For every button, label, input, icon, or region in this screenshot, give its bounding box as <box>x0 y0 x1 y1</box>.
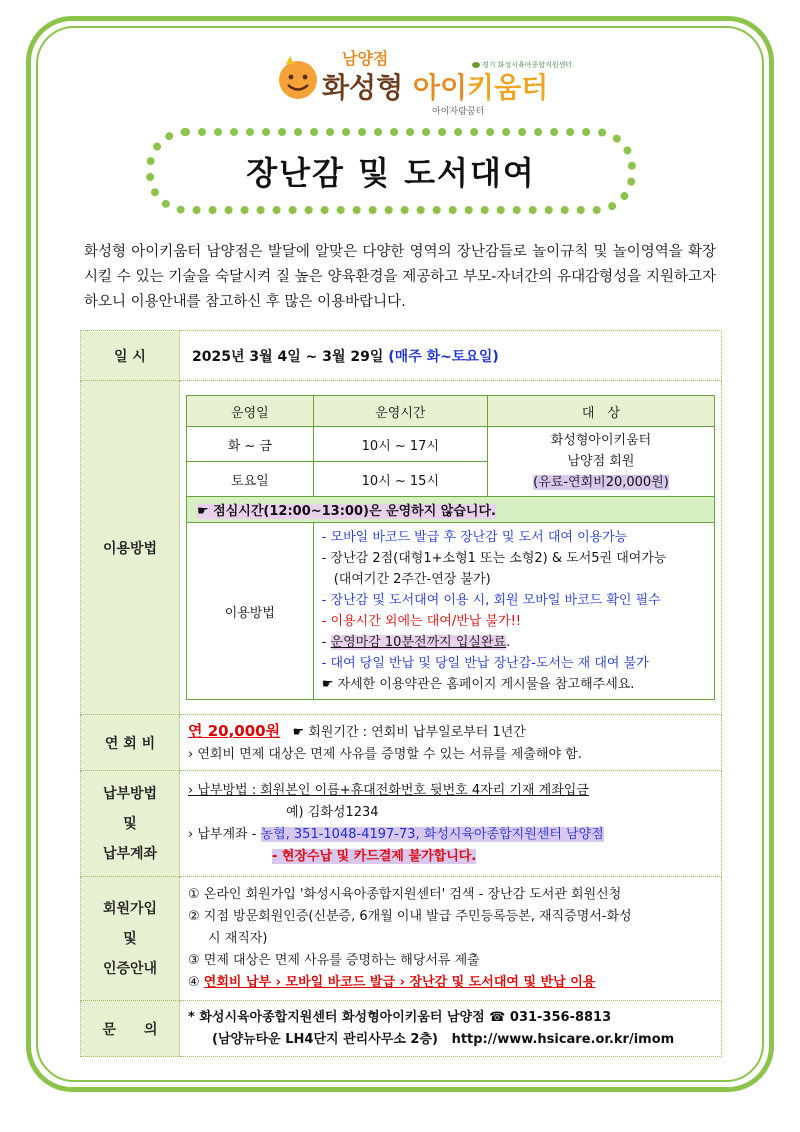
center-logo-icon <box>472 62 480 68</box>
join-item-1: ① 온라인 회원가입 '화성시육아종합지원센터' 검색 - 장난감 도서관 회원신청 <box>188 886 622 902</box>
method-list: - 모바일 바코드 발급 후 장난감 및 도서 대여 이용가능 - 장난감 2점(대형1+소형1 또는 소형2) & 도서5권 대여가능 (대여기간 2주간-연장 불가) - 장난감 및 도서대여 이용 시, 회원 모바일 바코드 확인 필수 - 이용시간 외에는 대여/반납 불가!! - 운영마감 10분전까지 입실완료. - 대여 당일 반납 및 당일 반납 장난감-도서는 재 대여 불가 ☛ 자세한 이용약관은 홈페이지 게시물을 참고해주세요. <box>313 523 714 700</box>
date-content <box>180 331 722 381</box>
contact-address: (남양뉴타운 LH4단지 관리사무소 2층) <box>212 1031 438 1047</box>
header-time: 운영시간 <box>313 396 487 427</box>
join-item-2: ② 지점 방문회원인증(신분증, 6개월 이내 발급 주민등록등본, 재직증명서-화성 <box>188 908 632 924</box>
lunch-notice: ☛ 점심시간(12:00~13:00)은 운영하지 않습니다. <box>187 497 715 523</box>
payment-content: › 납부방법 : 회원본인 이름+휴대전화번호 뒷번호 4자리 기재 계좌입금 예) 김화성1234 › 납부계좌 - 농협, 351-1048-4197-73, 화성시육아종합지원센터 남양점 - 현장수납 및 카드결제 불가합니다. <box>180 771 722 877</box>
child-face-icon <box>274 54 322 102</box>
logo-name: 화성형 아이키움터 <box>322 71 549 104</box>
logo-branch: 남양점 <box>342 49 389 68</box>
join-content: ① 온라인 회원가입 '화성시육아종합지원센터' 검색 - 장난감 도서관 회원신청 ② 지점 방문회원인증(신분증, 6개월 이내 발급 주민등록등본, 재직증명서-화성 시 재직자) ③ 면제 대상은 면제 사유를 증명하는 해당서류 제출 ④ 연회비 납부 › 모바일 바코드 발급 › 장난감 및 도서대여 및 반납 이용 <box>180 877 722 1001</box>
usage-content <box>180 381 722 715</box>
payment-method: › 납부방법 : 회원본인 이름+휴대전화번호 뒷번호 4자리 기재 계좌입금 <box>188 782 589 798</box>
contact-content <box>180 1001 722 1057</box>
fee-period: ☛ 회원기간 : 연회비 납부일로부터 1년간 <box>292 724 526 740</box>
schedule-table <box>186 395 715 700</box>
payment-nocash: - 현장수납 및 카드결제 불가합니다. <box>272 848 477 864</box>
contact-line1: * 화성시육아종합지원센터 화성형아이키움터 남양점 ☎ 031-356-8813 <box>188 1009 612 1025</box>
join-item-4: ④ 연회비 납부 › 모바일 바코드 발급 › 장난감 및 도서대여 및 반납 이용 <box>188 974 596 990</box>
time-weekday: 10시 ~ 17시 <box>313 427 487 462</box>
page-title: 장난감 및 도서대여 <box>246 154 536 192</box>
header-day: 운영일 <box>187 396 314 427</box>
info-table <box>80 330 722 1057</box>
day-weekday: 화 ~ 금 <box>187 427 314 462</box>
logo <box>274 46 549 117</box>
center-brand: 경기 화성시육아종합지원센터 <box>472 60 572 70</box>
date-note: (매주 화~토요일) <box>388 348 499 365</box>
fee-exempt: › 연회비 면제 대상은 면제 사유를 증명할 수 있는 서류를 제출해야 함. <box>188 746 582 762</box>
date-label: 일 시 <box>81 331 180 381</box>
usage-label: 이용방법 <box>81 381 180 715</box>
payment-label: 납부방법 및 납부계좌 <box>81 771 180 877</box>
fee-amount: 연 20,000원 <box>188 721 281 740</box>
contact-label: 문 의 <box>81 1001 180 1057</box>
fee-label: 연 회 비 <box>81 715 180 771</box>
header-target: 대 상 <box>487 396 714 427</box>
title-box <box>146 128 636 214</box>
payment-example: 예) 김화성1234 <box>286 804 379 820</box>
intro-paragraph: 화성형 아이키움터 남양점은 발달에 알맞은 다양한 영역의 장난감들로 놀이규칙 및 놀이영역을 확장 시킬 수 있는 기술을 숙달시켜 질 높은 양육환경을 제공하고 부모-자녀간의 유대감형성을 지원하고자 하오니 이용안내를 참고하신 후 많은 이용바랍니다. <box>84 244 716 310</box>
time-saturday: 10시 ~ 15시 <box>313 462 487 497</box>
method-label: 이용방법 <box>187 523 314 700</box>
day-saturday: 토요일 <box>187 462 314 497</box>
target-cell: 화성형아이키움터 남양점 회원 (유료-연회비20,000원) <box>487 427 714 497</box>
date-text: 2025년 3월 4일 ~ 3월 29일 <box>192 348 384 365</box>
payment-account: 농협, 351-1048-4197-73, 화성시육아종합지원센터 남양점 <box>260 826 604 842</box>
contact-url[interactable]: http://www.hsicare.or.kr/imom <box>451 1031 675 1047</box>
fee-content <box>180 715 722 771</box>
logo-tagline: 아이자람꿈터 <box>432 107 485 117</box>
join-item-3: ③ 면제 대상은 면제 사유를 증명하는 해당서류 제출 <box>188 952 480 968</box>
join-label: 회원가입 및 인증안내 <box>81 877 180 1001</box>
